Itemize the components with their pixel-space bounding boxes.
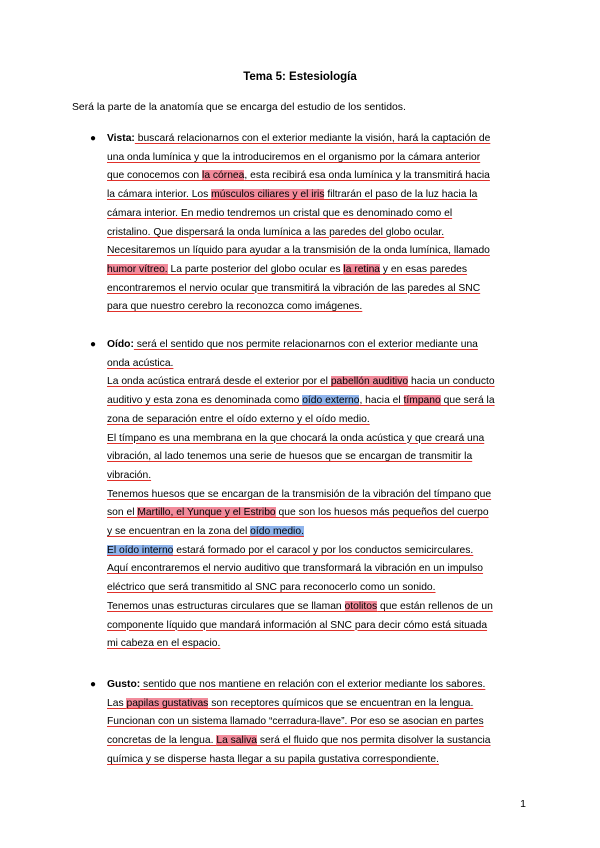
text-line (107, 695, 527, 714)
text-run: Funcionan con un sistema llamado “cerradura-llave”. Por eso se asocian en partes (107, 716, 484, 728)
text-run: una onda lumínica y que la introduciremos en el organismo por la cámara anterior (107, 151, 481, 163)
text-line (107, 617, 527, 636)
text-line (107, 448, 527, 467)
text-line (107, 298, 527, 317)
text-line (107, 430, 527, 449)
section-gusto (90, 676, 527, 770)
text-run: sentido que nos mantiene en relación con el exterior mediante los sabores. (140, 679, 486, 690)
intro-paragraph: Será la parte de la anatomía que se encarga del estudio de los sentidos. (72, 102, 406, 113)
highlighted-term: Martillo, el Yunque y el Estribo (137, 507, 276, 519)
text-run: para que nuestro cerebro la reconozca como imágenes. (107, 301, 363, 313)
text-run: química y se disperse hasta llegar a su papila gustativa correspondiente. (107, 753, 439, 765)
text-run: será el sentido que nos permite relacionarnos con el exterior mediante una (133, 339, 478, 350)
text-run: Tenemos unas estructuras circulares que se llaman (107, 600, 345, 612)
text-run: La onda acústica entrará desde el exterior por el (107, 376, 331, 388)
text-run: , hacia el (359, 395, 404, 407)
section-oido (90, 336, 527, 654)
text-run: Necesitaremos un líquido para ayudar a la transmisión de la onda lumínica, llamado (107, 245, 490, 257)
section-vista (90, 130, 527, 317)
text-line (107, 130, 527, 149)
highlighted-term: tímpano (403, 395, 441, 407)
section-lines (107, 676, 527, 770)
text-line (107, 635, 527, 654)
section-label: Vista: (107, 133, 135, 144)
text-line (107, 205, 527, 224)
highlighted-term: la retina (343, 263, 381, 275)
section-label: Oído: (107, 339, 134, 350)
text-run: eléctrico que será transmitido al SNC para reconocerlo como un sonido. (107, 582, 436, 594)
text-run: Las (107, 697, 127, 709)
text-line (107, 186, 527, 205)
text-line (107, 542, 527, 561)
page-number: 1 (520, 798, 526, 810)
text-line (107, 261, 527, 280)
text-run: que están rellenos de un (377, 600, 493, 612)
text-line (107, 242, 527, 261)
bullet-icon: ● (90, 133, 97, 144)
text-run: cámara interior. En medio tendremos un cristal que es denominado como el (107, 207, 453, 219)
text-line (107, 713, 527, 732)
text-run: vibración. (107, 469, 152, 481)
text-run: vibración, al lado tenemos una serie de huesos que se encargan de transmitir la (107, 451, 473, 463)
text-line (107, 751, 527, 770)
text-run: estará formado por el caracol y por los conductos semicirculares. (173, 544, 474, 556)
text-line (107, 336, 527, 355)
text-run: mi cabeza en el espacio. (107, 638, 221, 650)
text-line (107, 486, 527, 505)
text-run: Aquí encontraremos el nervio auditivo que transformará la vibración en un impulso (107, 563, 484, 575)
text-line (107, 167, 527, 186)
text-run: cristalino. Que dispersará la onda lumínica a las paredes del globo ocular. (107, 226, 445, 238)
text-run: son receptores químicos que se encuentran en la lengua. (208, 697, 474, 709)
text-line (107, 280, 527, 299)
text-line (107, 504, 527, 523)
text-run: son el (107, 507, 138, 519)
text-line (107, 411, 527, 430)
section-lines (107, 130, 527, 317)
text-line (107, 392, 527, 411)
text-line (107, 560, 527, 579)
highlighted-term: La saliva (216, 735, 257, 747)
bullet-icon: ● (90, 679, 97, 690)
text-run: concretas de la lengua. (107, 735, 217, 747)
text-run: hacia un conducto (408, 376, 495, 388)
text-run: filtrarán el paso de la luz hacia la (324, 189, 478, 201)
text-line (107, 373, 527, 392)
text-run: será el fluido que nos permita disolver la sustancia (256, 735, 491, 747)
text-line (107, 523, 527, 542)
text-line (107, 149, 527, 168)
text-run: zona de separación entre el oído externo y el oído medio. (107, 413, 370, 425)
text-line (107, 579, 527, 598)
highlighted-term: papilas gustativas (126, 697, 209, 709)
text-run: la cámara interior. Los (107, 189, 212, 201)
highlighted-term: la córnea (202, 170, 245, 182)
text-run: El tímpano es una membrana en la que chocará la onda acústica y que creará una (107, 432, 485, 444)
text-line (107, 598, 527, 617)
text-run: que conocemos con (107, 170, 203, 182)
text-line (107, 676, 527, 695)
text-line (107, 224, 527, 243)
text-line (107, 355, 527, 374)
highlighted-term: otolitos (344, 600, 378, 612)
text-run: Tenemos huesos que se encargan de la transmisión de la vibración del tímpano que (107, 488, 492, 500)
section-lines (107, 336, 527, 654)
section-label: Gusto: (107, 679, 141, 690)
text-run: que son los huesos más pequeños del cuerpo (275, 507, 489, 519)
text-run: La parte posterior del globo ocular es (167, 263, 344, 275)
text-run: onda acústica. (107, 357, 174, 369)
highlighted-term-blue: oído externo (302, 395, 360, 407)
bullet-icon: ● (90, 339, 97, 350)
text-run: buscará relacionarnos con el exterior mediante la visión, hará la captación de (134, 133, 491, 144)
text-line (107, 732, 527, 751)
text-run: componente líquido que mandará información al SNC para decir cómo está situada (107, 619, 488, 631)
page-title: Tema 5: Estesiología (243, 71, 357, 83)
text-run: y se encuentran en la zona del (107, 526, 251, 538)
text-run: y en esas paredes (380, 263, 468, 275)
highlighted-term-blue: El oído interno (107, 544, 174, 556)
highlighted-term: humor vítreo. (107, 263, 168, 275)
highlighted-term: pabellón auditivo (330, 376, 409, 388)
text-run: auditivo y esta zona es denominada como (107, 395, 303, 407)
text-line (107, 467, 527, 486)
text-run: , esta recibirá esa onda lumínica y la transmitirá hacia (244, 170, 490, 182)
highlighted-term: músculos ciliares y el iris (211, 189, 325, 201)
highlighted-term-blue: oído medio. (250, 526, 304, 538)
text-run: encontraremos el nervio ocular que transmitirá la vibración de las paredes al SNC (107, 282, 481, 294)
text-run: que será la (440, 395, 495, 407)
